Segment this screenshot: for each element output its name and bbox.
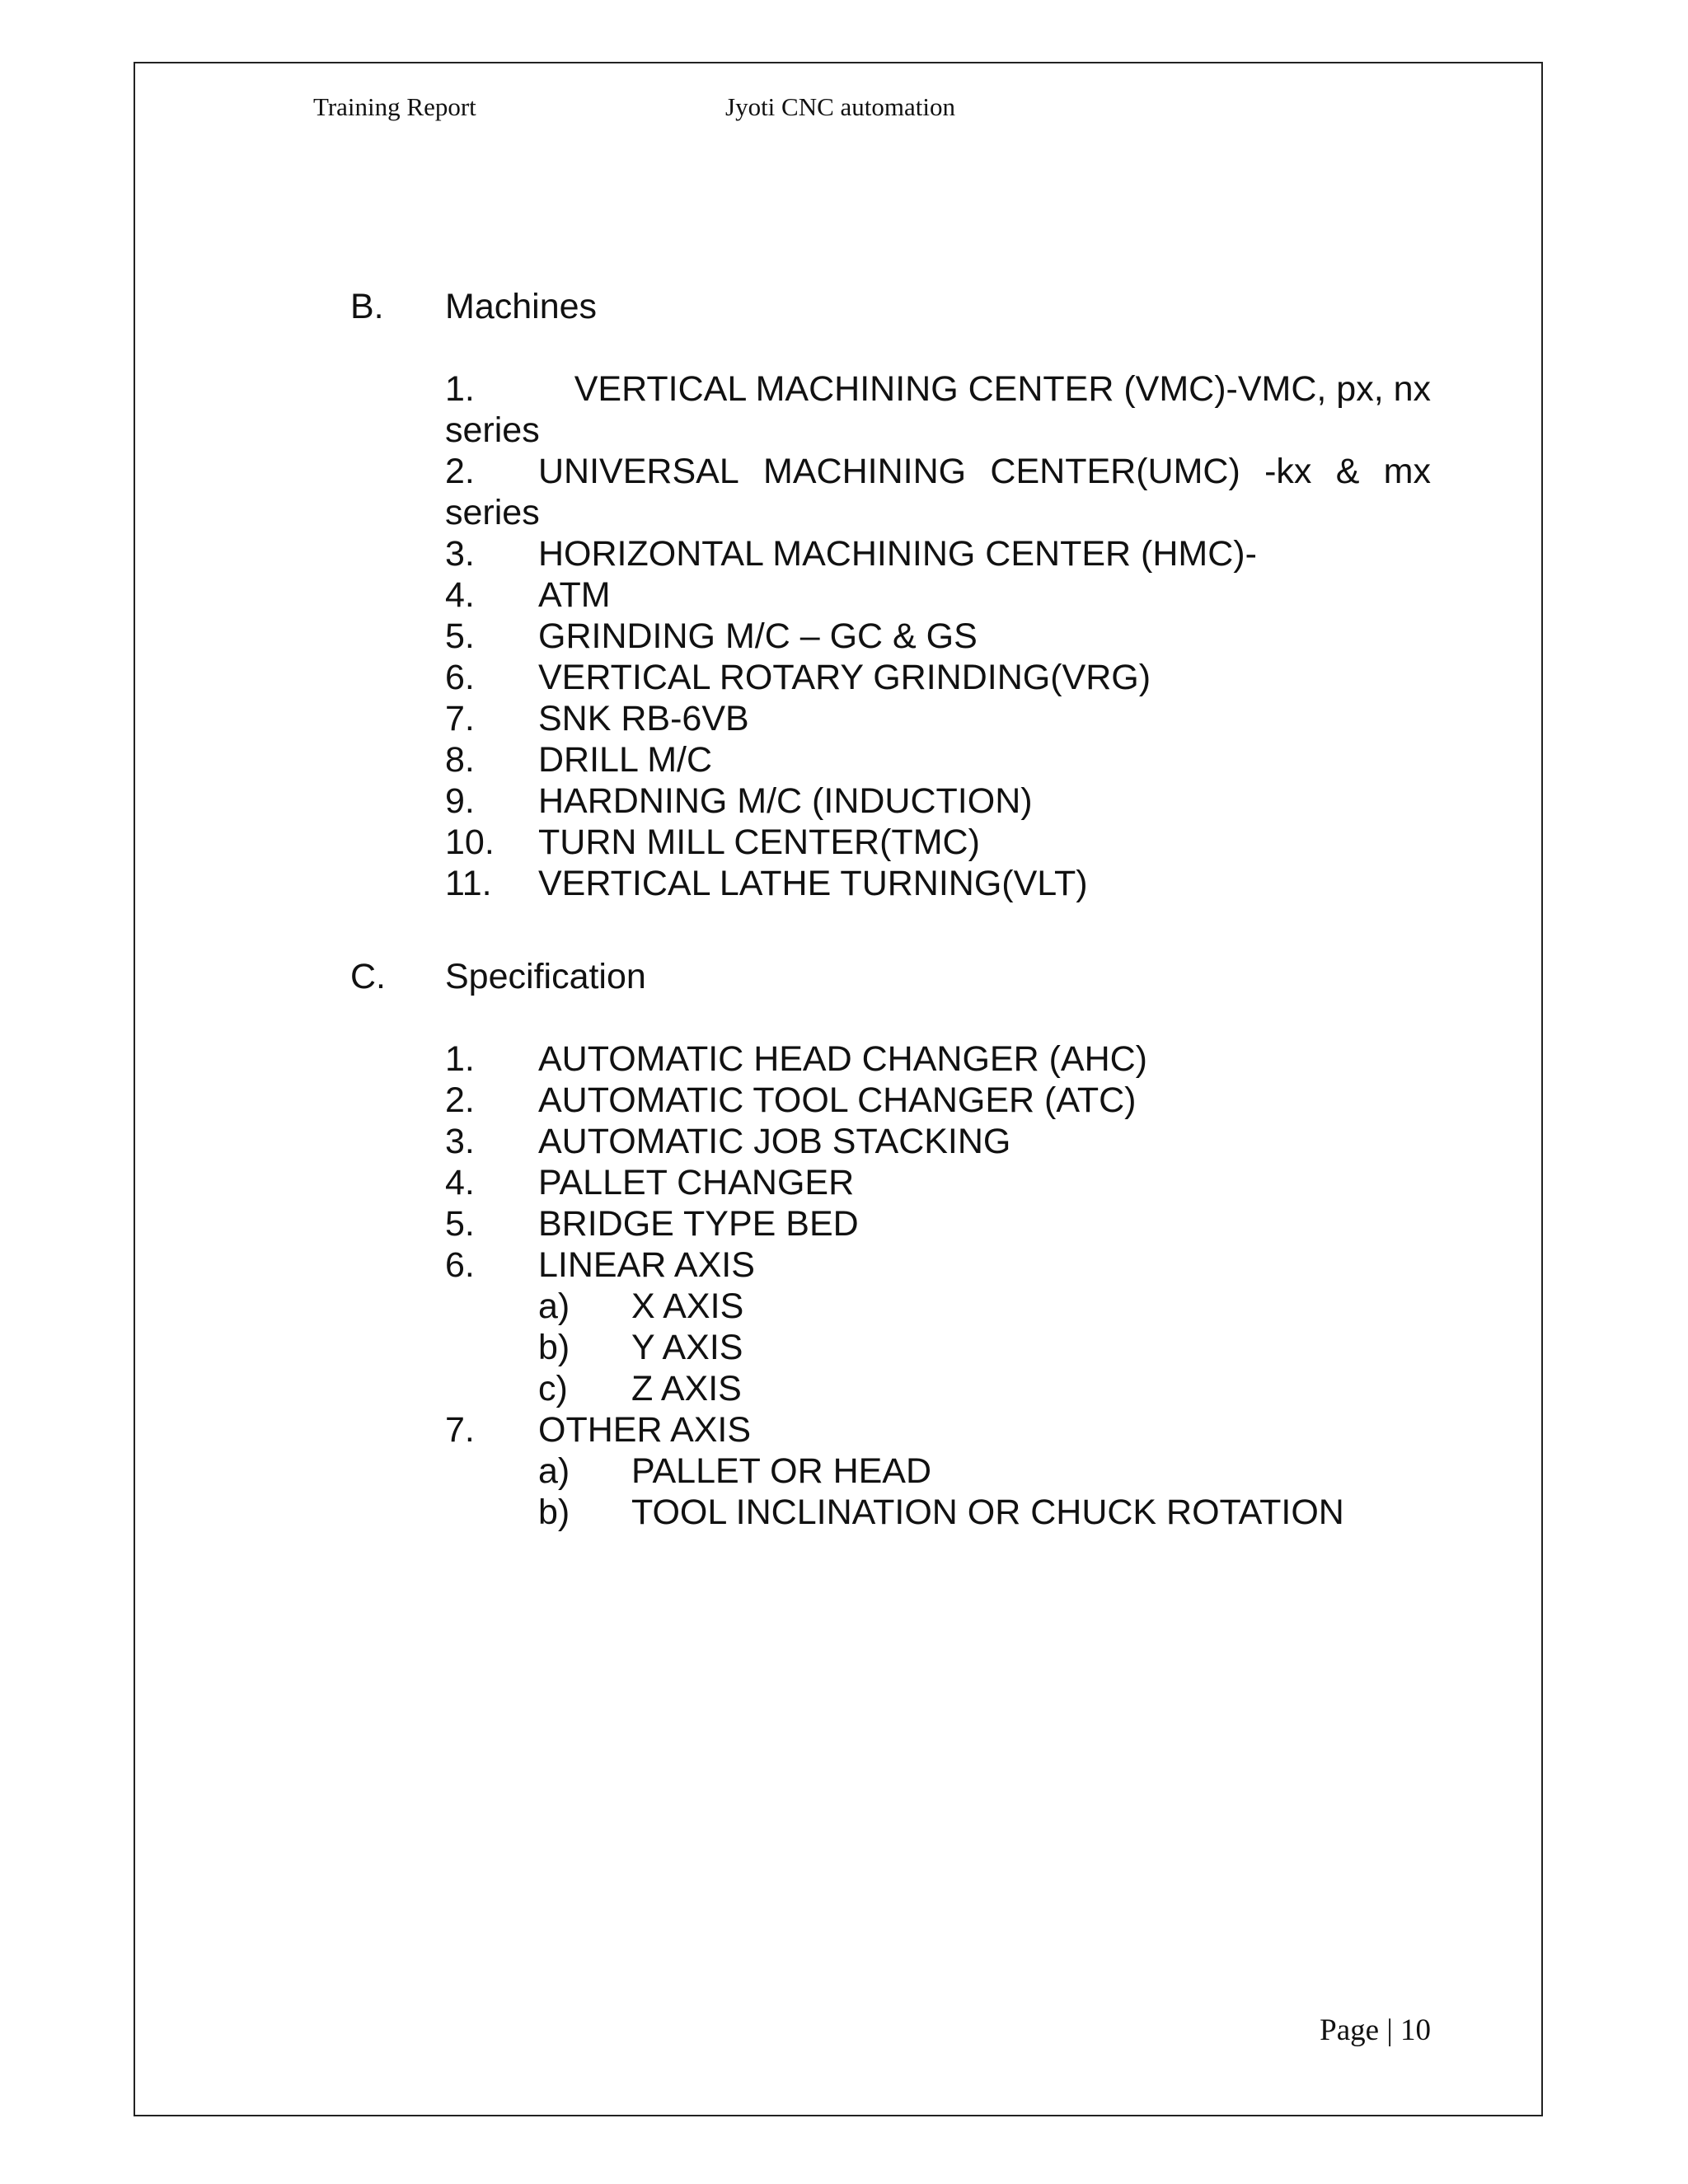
- list-item-number: 1.: [445, 369, 475, 409]
- list-item-text: ATM: [538, 575, 611, 615]
- list-item-continuation: series: [445, 410, 540, 450]
- sub-list-item-letter: a): [538, 1451, 570, 1491]
- list-item-text: VERTICAL MACHINING CENTER (VMC)-VMC, px, nx: [574, 369, 1431, 409]
- list-item-number: 7.: [445, 1410, 475, 1450]
- sub-list-item-text: Z AXIS: [631, 1369, 742, 1408]
- sub-list-item-letter: a): [538, 1286, 570, 1326]
- list-item-number: 2.: [445, 452, 475, 491]
- sub-list-item-letter: b): [538, 1328, 570, 1367]
- list-item-number: 5.: [445, 616, 475, 656]
- sub-list-item-text: X AXIS: [631, 1286, 744, 1326]
- word: -kx: [1264, 452, 1312, 491]
- word: UNIVERSAL: [538, 452, 739, 491]
- list-item-text: VERTICAL LATHE TURNING(VLT): [538, 864, 1088, 903]
- sub-list-item-text: Y AXIS: [631, 1328, 743, 1367]
- list-item-text: VERTICAL ROTARY GRINDING(VRG): [538, 658, 1151, 697]
- list-item-text: HARDNING M/C (INDUCTION): [538, 781, 1033, 821]
- section-b-letter: B.: [350, 287, 384, 326]
- list-item-number: 7.: [445, 699, 475, 738]
- list-item-text: AUTOMATIC TOOL CHANGER (ATC): [538, 1080, 1137, 1120]
- list-item-text: HORIZONTAL MACHINING CENTER (HMC)-: [538, 534, 1257, 574]
- list-item-text: LINEAR AXIS: [538, 1245, 755, 1285]
- list-item-number: 11.: [445, 864, 492, 903]
- list-item-text: OTHER AXIS: [538, 1410, 752, 1450]
- sub-list-item-text: TOOL INCLINATION OR CHUCK ROTATION: [631, 1493, 1344, 1532]
- word: CENTER(UMC): [990, 452, 1240, 491]
- list-item-number: 9.: [445, 781, 475, 821]
- list-item-text: [538, 451, 1431, 492]
- sub-list-item-letter: c): [538, 1369, 568, 1408]
- list-item-number: 2.: [445, 1080, 475, 1120]
- sub-list-item-letter: b): [538, 1493, 570, 1532]
- list-item-number: 4.: [445, 1163, 475, 1202]
- list-item-text: PALLET CHANGER: [538, 1163, 855, 1202]
- list-item-number: 3.: [445, 1122, 475, 1161]
- list-item-text: GRINDING M/C – GC & GS: [538, 616, 978, 656]
- list-item-number: 6.: [445, 658, 475, 697]
- list-item-number: 3.: [445, 534, 475, 574]
- section-b-title: Machines: [445, 287, 598, 326]
- list-item: [445, 368, 1431, 451]
- sub-list-item-text: PALLET OR HEAD: [631, 1451, 932, 1491]
- list-item-number: 4.: [445, 575, 475, 615]
- list-item-number: 8.: [445, 740, 475, 780]
- section-c-letter: C.: [350, 957, 386, 996]
- list-item-text: AUTOMATIC HEAD CHANGER (AHC): [538, 1039, 1147, 1079]
- word: mx: [1383, 452, 1431, 491]
- list-item-text: DRILL M/C: [538, 740, 713, 780]
- word: &: [1335, 452, 1360, 491]
- list-item-continuation: series: [445, 493, 540, 532]
- list-item-text: SNK RB-6VB: [538, 699, 749, 738]
- list-item-number: 5.: [445, 1204, 475, 1244]
- list-item-number: 10.: [445, 823, 495, 862]
- header-report-title: Training Report: [313, 92, 476, 121]
- list-item-number: 1.: [445, 1039, 475, 1079]
- list-item: [445, 451, 1431, 533]
- list-item-text: AUTOMATIC JOB STACKING: [538, 1122, 1011, 1161]
- list-item-number: 6.: [445, 1245, 475, 1285]
- list-item-text: BRIDGE TYPE BED: [538, 1204, 859, 1244]
- list-item-text: TURN MILL CENTER(TMC): [538, 823, 980, 862]
- header-company-name: Jyoti CNC automation: [725, 92, 955, 121]
- page-number: Page | 10: [1320, 2013, 1431, 2047]
- word: MACHINING: [763, 452, 967, 491]
- section-c-title: Specification: [445, 957, 646, 996]
